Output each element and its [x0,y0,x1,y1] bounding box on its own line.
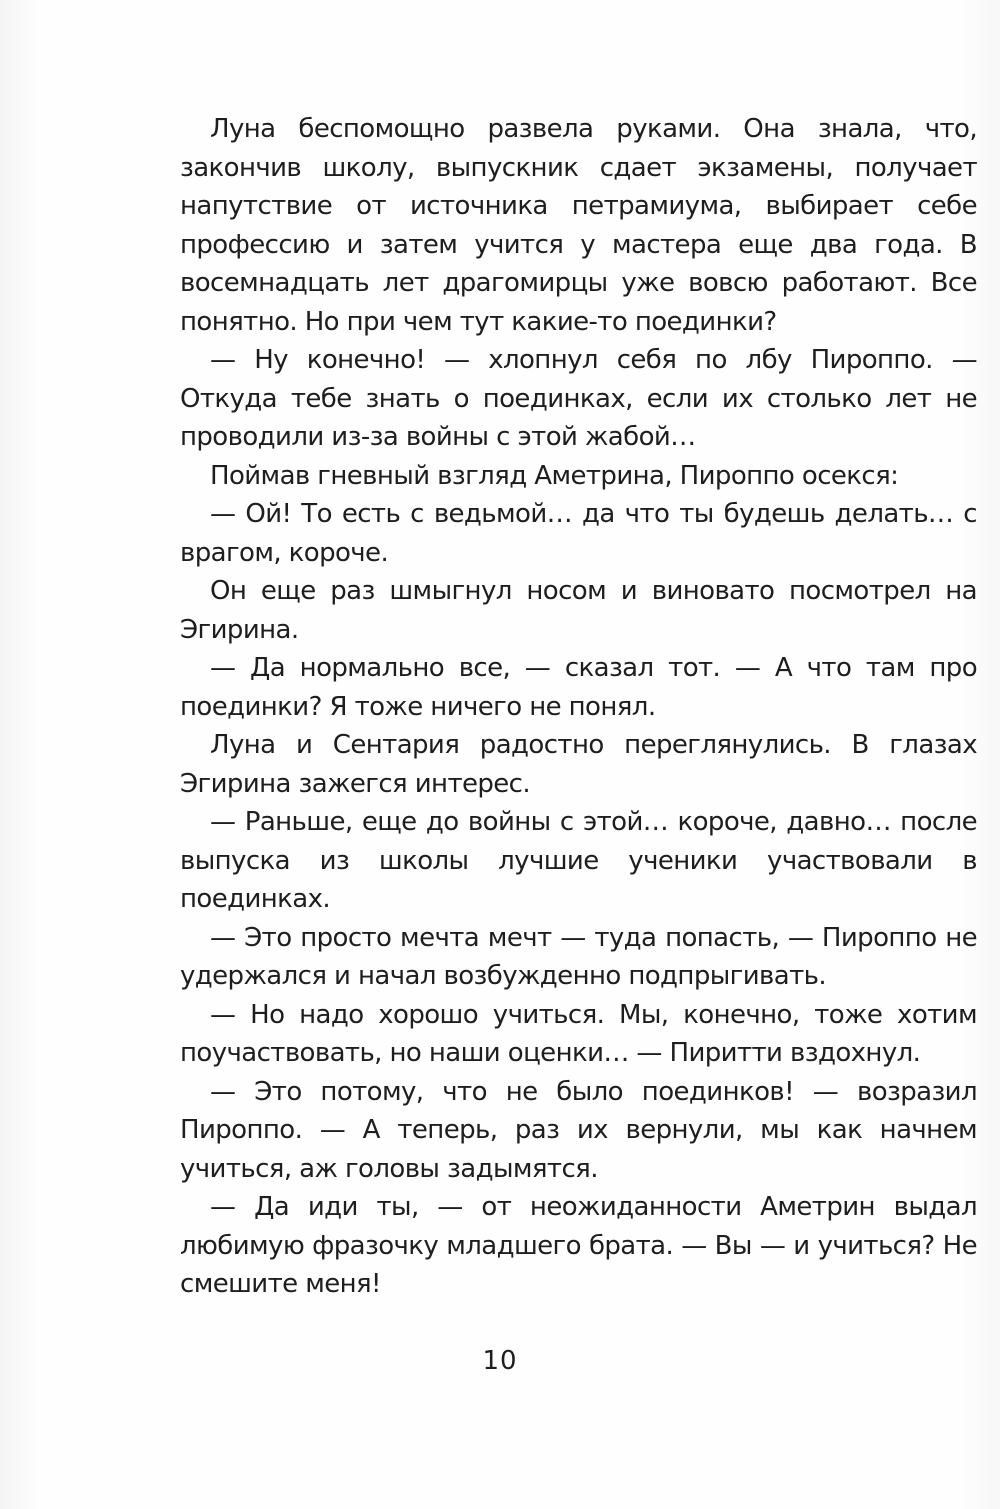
paragraph: Поймав гневный взгляд Аметрина, Пироппо осекся: [210,460,899,491]
page-number: 10 [482,1346,518,1376]
paragraph: — Это потому, что не было поединков! — возразил Пироппо. — А теперь, раз их вернули, мы как начнем учиться, аж головы задымятся. [180,1076,977,1184]
paragraph: — Это просто мечта мечт — туда попасть, — Пироппо не удержался и начал возбужденно подпрыгивать. [180,922,977,991]
paragraph: Он еще раз шмыгнул носом и виновато посмотрел на Эгирина. [180,576,977,645]
paragraph: Луна беспомощно развела руками. Она знала, что, закончив школу, выпускник сдает экзамены, получает напутствие от источника петрамиума, выбирает себе профессию и затем учится у мастера еще два года. В восемнадцать лет драгомирцы уже вовсю работают. Все понятно. Но при чем тут какие-то поединки? [180,114,977,337]
paragraph: Луна и Сентария радостно переглянулись. В глазах Эгирина зажегся интерес. [180,730,977,799]
paragraph: — Но надо хорошо учиться. Мы, конечно, тоже хотим поучаствовать, но наши оценки… — Пиритти вздохнул. [180,999,977,1068]
paragraph: — Ой! То есть с ведьмой… да что ты будешь делать… с врагом, короче. [180,499,977,568]
paragraph: — Раньше, еще до войны с этой… короче, давно… после выпуска из школы лучшие ученики участвовали в поединках. [180,807,977,914]
paragraph: — Ну конечно! — хлопнул себя по лбу Пироппо. — Откуда тебе знать о поединках, если их столько лет не проводили из-за войны с этой жабой… [180,345,977,452]
paragraph: — Да нормально все, — сказал тот. — А что там про поединки? Я тоже ничего не понял. [180,653,977,722]
body-text [180,110,977,1304]
paragraph: — Да иди ты, — от неожиданности Аметрин выдал любимую фразочку младшего брата. — Вы — и учиться? Не смешите меня! [180,1192,977,1299]
